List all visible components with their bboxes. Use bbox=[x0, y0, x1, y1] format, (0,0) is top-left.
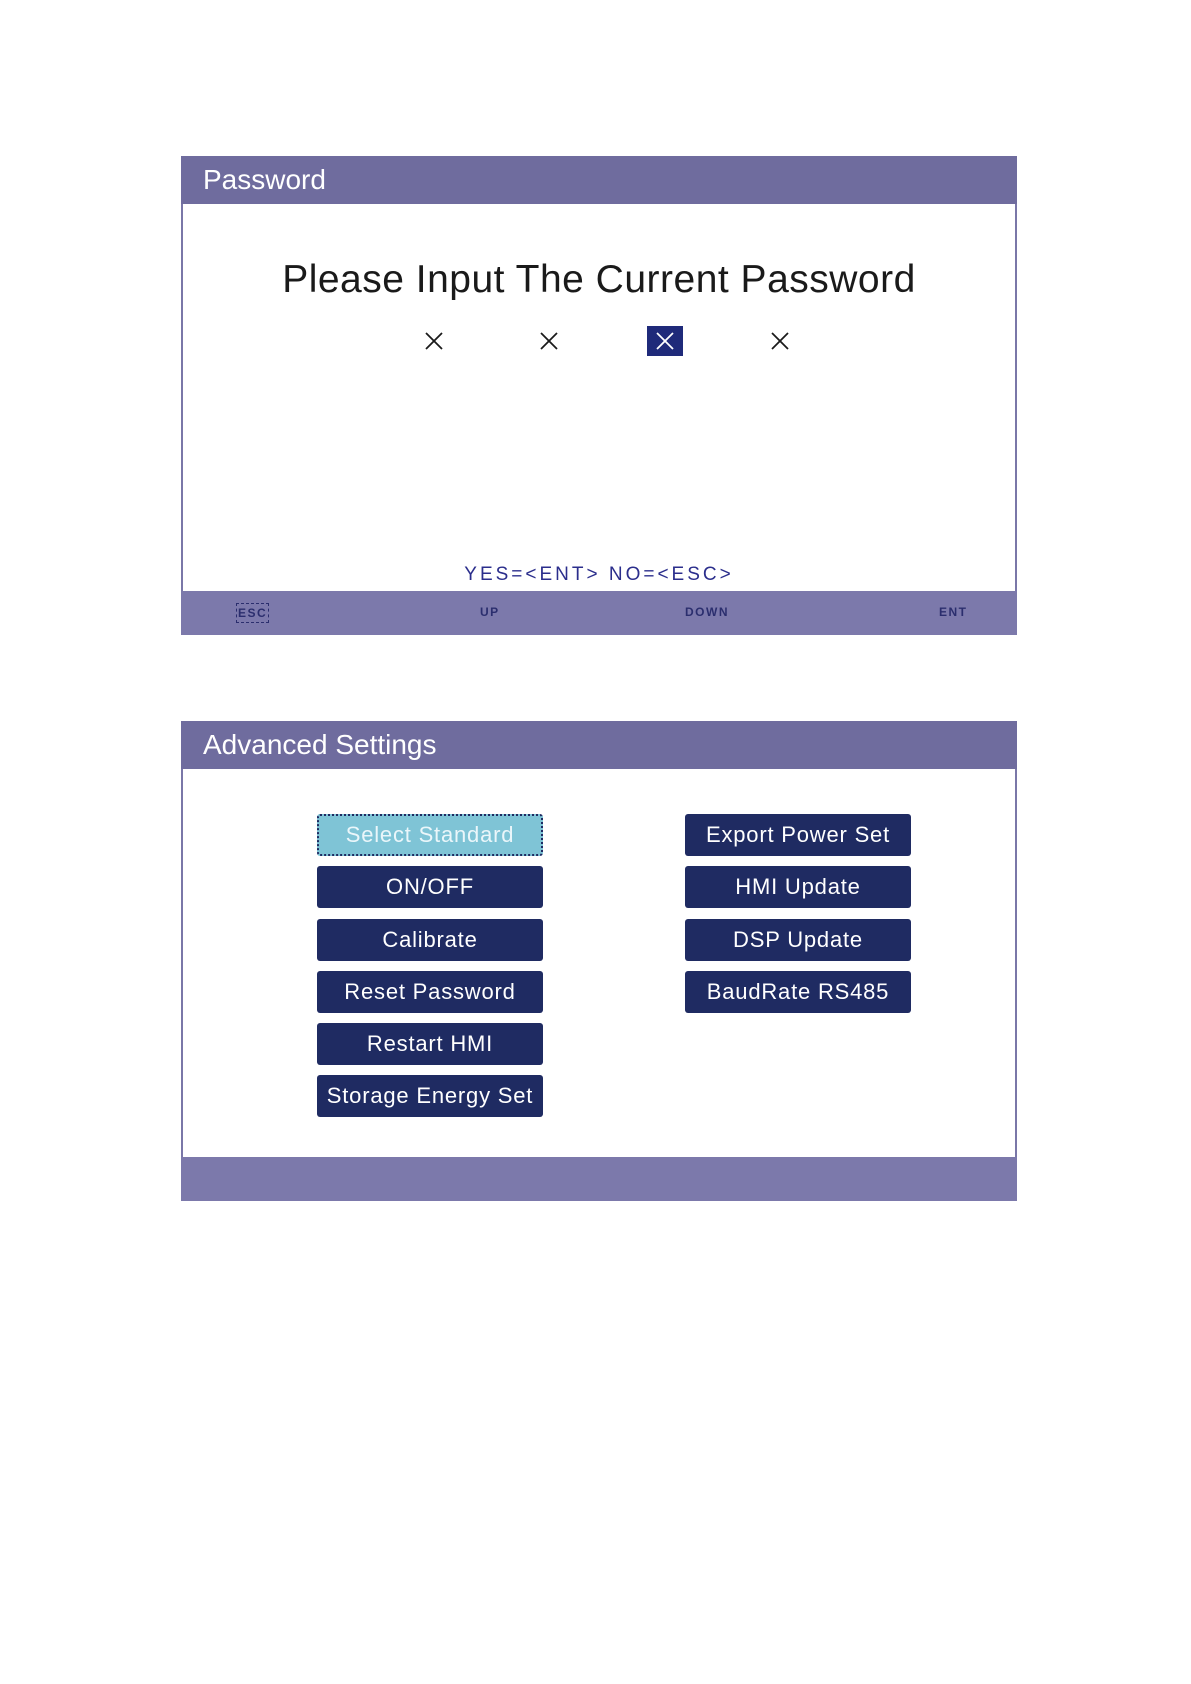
hmi-update-button[interactable]: HMI Update bbox=[685, 866, 911, 908]
restart-hmi-button[interactable]: Restart HMI bbox=[317, 1023, 543, 1065]
advanced-settings-title: Advanced Settings bbox=[181, 721, 1017, 769]
down-key[interactable]: DOWN bbox=[685, 605, 729, 619]
key-bar bbox=[181, 1157, 1017, 1201]
storage-energy-set-button[interactable]: Storage Energy Set bbox=[317, 1075, 543, 1117]
on-off-button[interactable]: ON/OFF bbox=[317, 866, 543, 908]
password-screen-title: Password bbox=[181, 156, 1017, 204]
baudrate-rs485-button[interactable]: BaudRate RS485 bbox=[685, 971, 911, 1013]
password-prompt: Please Input The Current Password bbox=[282, 258, 916, 301]
export-power-set-button[interactable]: Export Power Set bbox=[685, 814, 911, 856]
x-icon bbox=[770, 331, 790, 351]
password-screen bbox=[181, 156, 1017, 635]
select-standard-button[interactable]: Select Standard bbox=[317, 814, 543, 856]
esc-key[interactable]: ESC bbox=[236, 603, 269, 623]
x-icon bbox=[424, 331, 444, 351]
dsp-update-button[interactable]: DSP Update bbox=[685, 919, 911, 961]
password-digit-2[interactable] bbox=[531, 326, 567, 356]
x-icon bbox=[655, 331, 675, 351]
ent-key[interactable]: ENT bbox=[939, 605, 968, 619]
up-key[interactable]: UP bbox=[480, 605, 500, 619]
password-digit-1[interactable] bbox=[416, 326, 452, 356]
calibrate-button[interactable]: Calibrate bbox=[317, 919, 543, 961]
key-bar bbox=[181, 591, 1017, 635]
confirm-hint: YES=<ENT> NO=<ESC> bbox=[464, 564, 734, 585]
password-digit-4[interactable] bbox=[762, 326, 798, 356]
x-icon bbox=[539, 331, 559, 351]
reset-password-button[interactable]: Reset Password bbox=[317, 971, 543, 1013]
advanced-settings-screen bbox=[181, 721, 1017, 1201]
password-digit-3-active[interactable] bbox=[647, 326, 683, 356]
